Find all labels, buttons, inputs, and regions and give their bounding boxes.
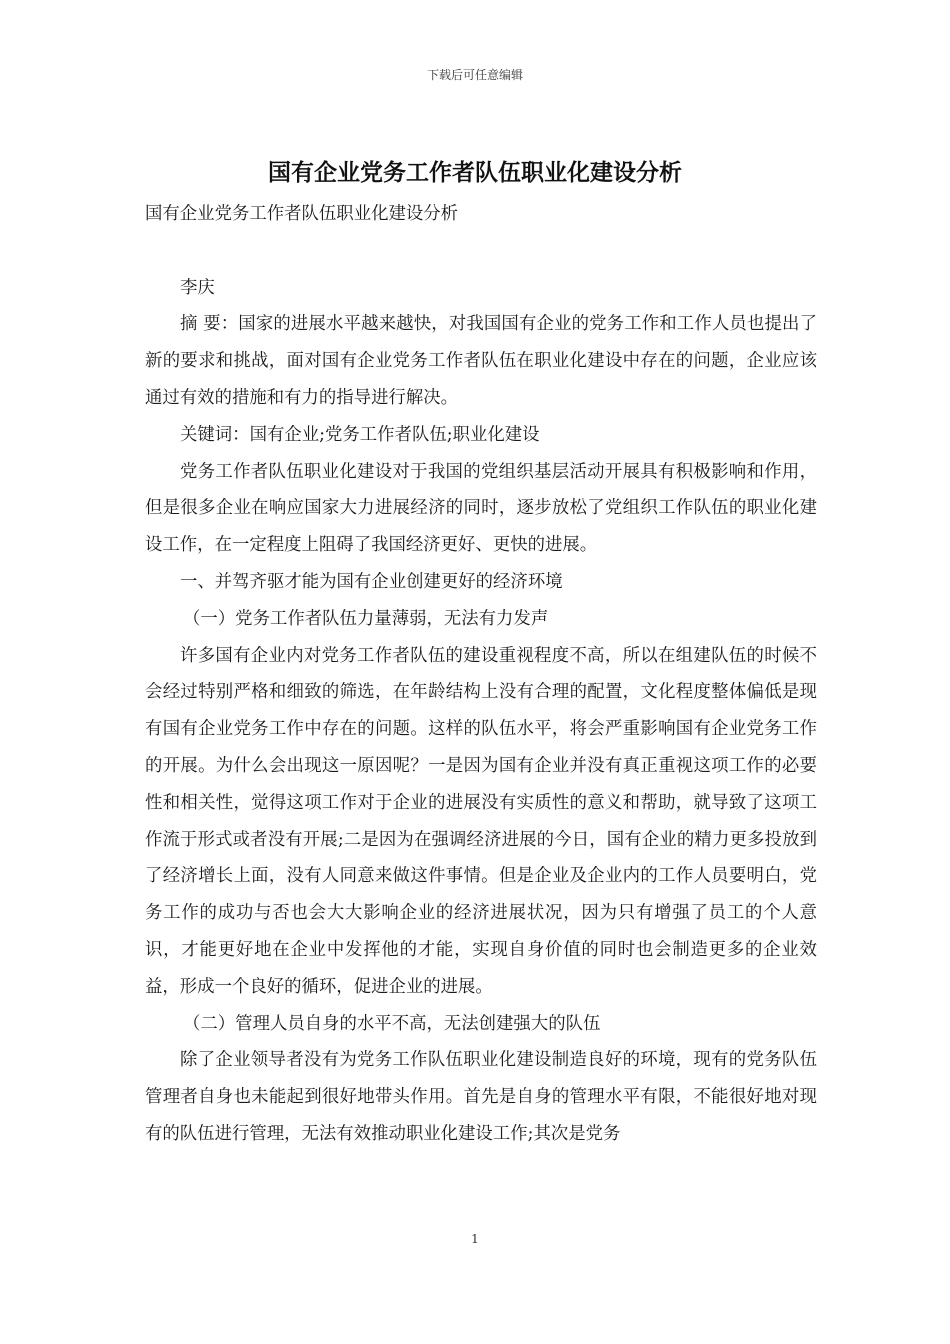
document-body [145,196,817,1153]
blank-line [145,233,817,270]
page-header: 下载后可任意编辑 [426,68,523,82]
page-number: 1 [471,1232,479,1246]
intro-paragraph: 党务工作者队伍职业化建设对于我国的党组织基层活动开展具有积极影响和作用，但是很多企业在响应国家大力进展经济的同时，逐步放松了党组织工作队伍的职业化建设工作，在一定程度上阻碍了我国经济更好、更快的进展。 [145,461,817,556]
document-subtitle: 国有企业党务工作者队伍职业化建设分析 [145,204,459,224]
subsection-heading-1: （一）党务工作者队伍力量薄弱，无法有力发声 [183,608,549,629]
keywords-line: 关键词：国有企业;党务工作者队伍;职业化建设 [180,424,540,445]
abstract-paragraph: 摘 要：国家的进展水平越来越快，对我国国有企业的党务工作和工作人员也提出了新的要求和挑战，面对国有企业党务工作者队伍在职业化建设中存在的问题，企业应该通过有效的措施和有力的指导进行解决。 [145,314,817,408]
section-heading-1: 一、并驾齐驱才能为国有企业创建更好的经济环境 [180,571,563,592]
document-title: 国有企业党务工作者队伍职业化建设分析 [268,159,682,186]
body-paragraph-2: 除了企业领导者没有为党务工作队伍职业化建设制造良好的环境，现有的党务队伍管理者自身也未能起到很好地带头作用。首先是自身的管理水平有限，不能很好地对现有的队伍进行管理，无法有效推动职业化建设工作;其次是党务 [145,1050,817,1144]
body-paragraph-1: 许多国有企业内对党务工作者队伍的建设重视程度不高，所以在组建队伍的时候不会经过特别严格和细致的筛选，在年龄结构上没有合理的配置，文化程度整体偏低是现有国有企业党务工作中存在的问题。这样的队伍水平，将会严重影响国有企业党务工作的开展。为什么会出现这一原因呢？一是因为国有企业并没有真正重视这项工作的必要性和相关性，觉得这项工作对于企业的进展没有实质性的意义和帮助，就导致了这项工作流于形式或者没有开展;二是因为在强调经济进展的今日，国有企业的精力更多投放到了经济增长上面，没有人同意来做这件事情。但是企业及企业内的工作人员要明白，党务工作的成功与否也会大大影响企业的经济进展状况，因为只有增强了员工的个人意识，才能更好地在企业中发挥他的才能，实现自身价值的同时也会制造更多的企业效益，形成一个良好的循环，促进企业的进展。 [145,645,817,997]
subsection-heading-2: （二）管理人员自身的水平不高，无法创建强大的队伍 [183,1013,601,1034]
author-name: 李庆 [180,277,215,298]
